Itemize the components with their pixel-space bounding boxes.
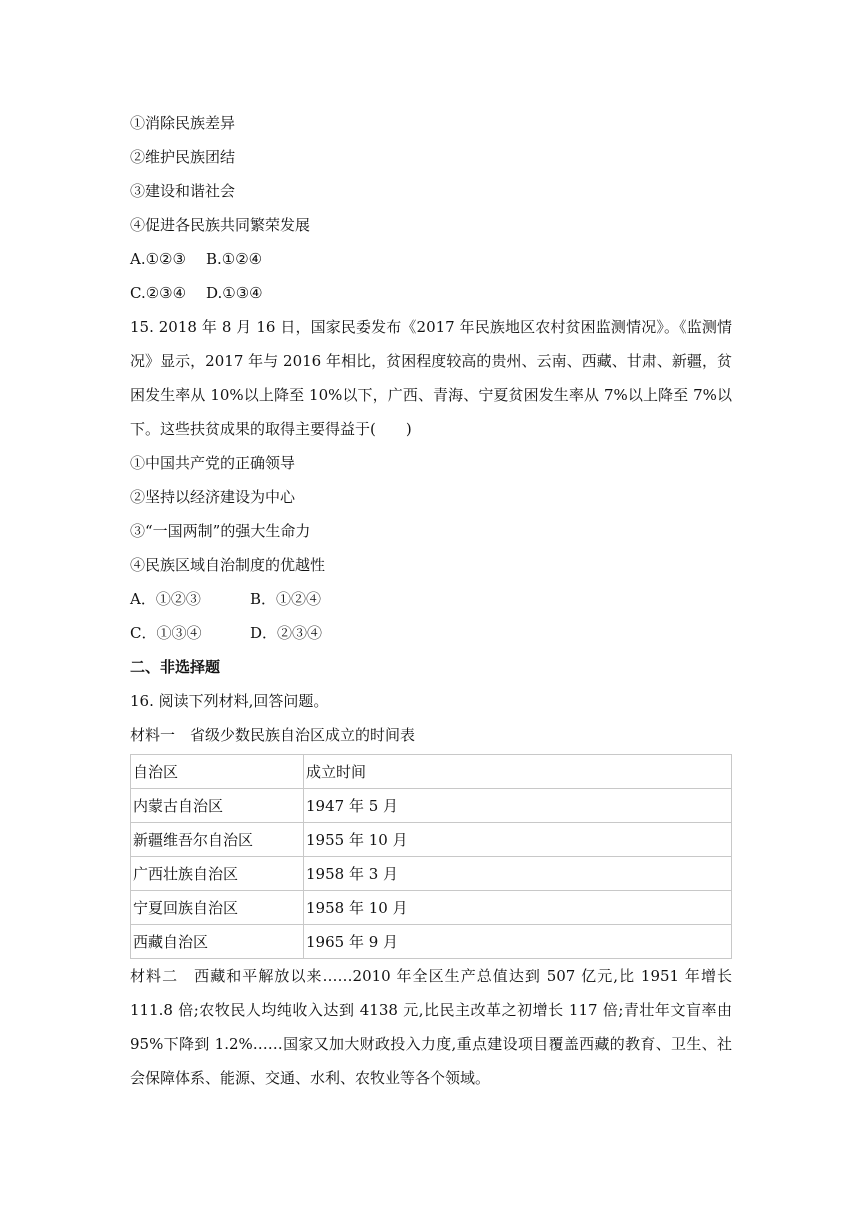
- table-cell: 1958 年 10 月: [304, 891, 732, 925]
- q14-option-1: ①消除民族差异: [130, 114, 236, 132]
- section-heading: 二、非选择题: [130, 658, 221, 676]
- q15-choice-c: C．①③④: [130, 624, 202, 642]
- material1-title: 材料一 省级少数民族自治区成立的时间表: [130, 726, 416, 744]
- q15-choice-a: A．①②③: [130, 590, 201, 608]
- q14-option-2: ②维护民族团结: [130, 148, 236, 166]
- q15-option-2: ②坚持以经济建设为中心: [130, 488, 296, 506]
- table-cell: 1947 年 5 月: [304, 789, 732, 823]
- q15-choices-ab: [130, 582, 732, 616]
- q14-option-3: ③建设和谐社会: [130, 182, 236, 200]
- table-row: [131, 857, 732, 891]
- q15-stem: 15. 2018 年 8 月 16 日，国家民委发布《2017 年民族地区农村贫困监测情况》。《监测情况》显示，2017 年与 2016 年相比，贫困程度较高的贵州、云南、西藏、甘肃、新疆，贫困发生率从 10%以上降至 10%以下，广西、青海、宁夏贫困发生率从 7%以上降至 7%以下。这些扶贫成果的取得主要得益于( ): [130, 318, 732, 438]
- material2-text: 材料二 西藏和平解放以来……2010 年全区生产总值达到 507 亿元,比 1951 年增长 111.8 倍;农牧民人均纯收入达到 4138 元,比民主改革之初增长 117 倍;青壮年文盲率由 95%下降到 1.2%……国家又加大财政投入力度,重点建设项目覆盖西藏的教育、卫生、社会保障体系、能源、交通、水利、农牧业等各个领域。: [130, 967, 732, 1087]
- table-row: [131, 925, 732, 959]
- document-page: [130, 106, 732, 1095]
- q14-choice-d: D.①③④: [206, 284, 263, 302]
- q15-option-4: ④民族区域自治制度的优越性: [130, 556, 326, 574]
- table-row: [131, 789, 732, 823]
- table-cell: 1965 年 9 月: [304, 925, 732, 959]
- table-cell: 1958 年 3 月: [304, 857, 732, 891]
- q14-choice-b: B.①②④: [206, 250, 263, 268]
- table-cell: 新疆维吾尔自治区: [131, 823, 304, 857]
- q14-option-4: ④促进各民族共同繁荣发展: [130, 216, 311, 234]
- q16-stem: 16. 阅读下列材料,回答问题。: [130, 692, 329, 710]
- q14-choices-cd: [130, 276, 732, 310]
- table-cell: 西藏自治区: [131, 925, 304, 959]
- q14-choice-a: A.①②③: [130, 250, 186, 268]
- autonomous-region-table: [130, 754, 732, 959]
- q15-choice-d: D．②③④: [250, 624, 323, 642]
- table-row: [131, 891, 732, 925]
- q15-option-1: ①中国共产党的正确领导: [130, 454, 296, 472]
- table-cell: 广西壮族自治区: [131, 857, 304, 891]
- table-row: [131, 823, 732, 857]
- q14-choices-ab: [130, 242, 732, 276]
- table-cell: 内蒙古自治区: [131, 789, 304, 823]
- table-header-row: [131, 755, 732, 789]
- table-header-cell: 成立时间: [304, 755, 732, 789]
- table-cell: 1955 年 10 月: [304, 823, 732, 857]
- q15-option-3: ③“一国两制”的强大生命力: [130, 522, 311, 540]
- q15-choices-cd: [130, 616, 732, 650]
- table-header-cell: 自治区: [131, 755, 304, 789]
- q15-choice-b: B．①②④: [250, 590, 322, 608]
- q14-choice-c: C.②③④: [130, 284, 187, 302]
- table-cell: 宁夏回族自治区: [131, 891, 304, 925]
